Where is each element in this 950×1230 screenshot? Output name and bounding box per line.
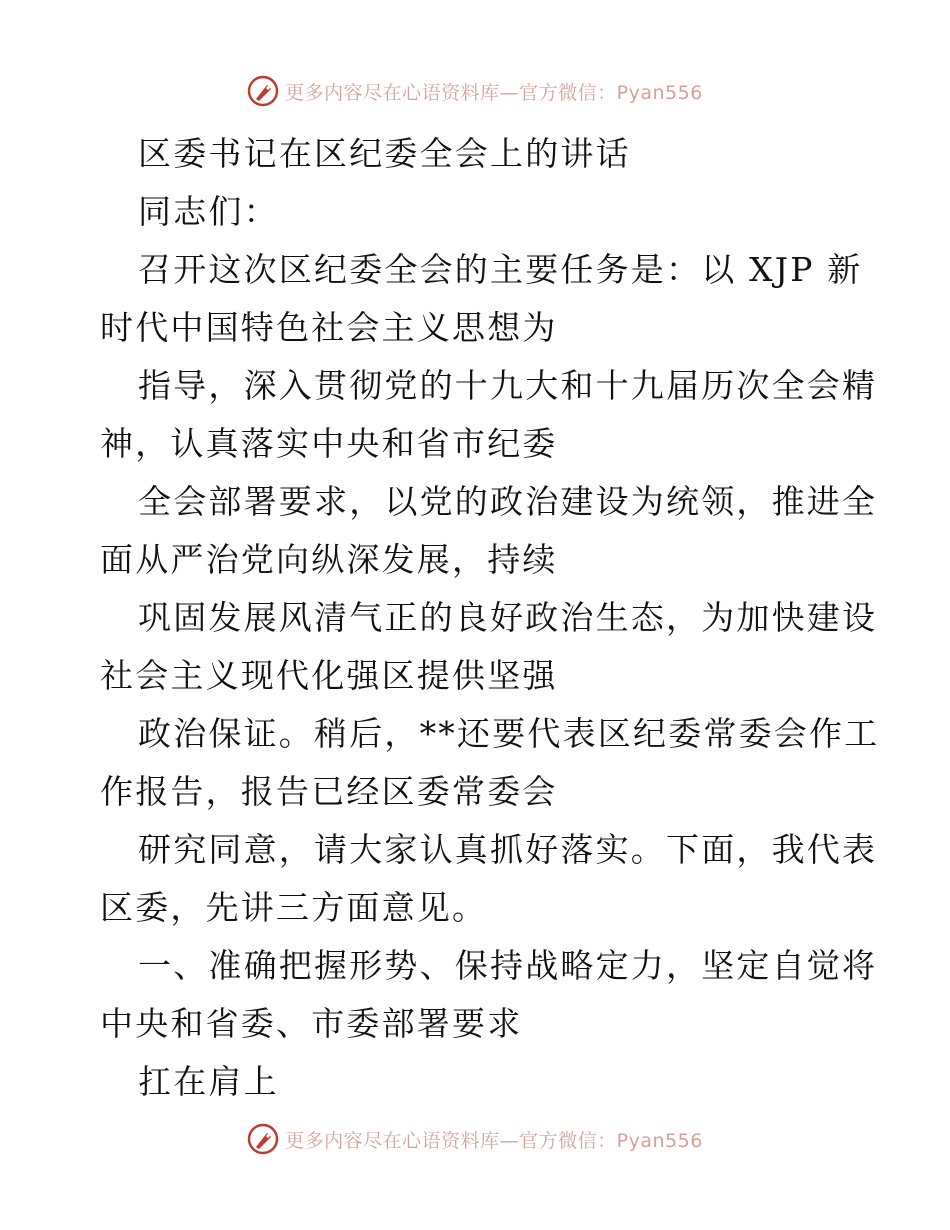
watermark-header — [0, 71, 950, 111]
watermark-footer — [0, 1119, 950, 1159]
paragraph-line: 神，认真落实中央和省市纪委 — [100, 424, 558, 463]
pen-nib-logo-icon — [247, 1123, 279, 1155]
paragraph-line: 全会部署要求，以党的政治建设为统领，推进全 — [138, 482, 878, 521]
paragraph-line: 作报告，报告已经区委常委会 — [100, 772, 558, 811]
document-body — [100, 125, 880, 1111]
paragraph-line: 召开这次区纪委全会的主要任务是：以 XJP 新 — [138, 250, 863, 289]
watermark-text: 更多内容尽在心语资料库—官方微信：Pyan556 — [285, 1129, 703, 1152]
section-heading-line: 扛在肩上 — [138, 1062, 279, 1101]
paragraph-line: 巩固发展风清气正的良好政治生态，为加快建设 — [138, 598, 878, 637]
paragraph-line: 社会主义现代化强区提供坚强 — [100, 656, 558, 695]
paragraph-line: 时代中国特色社会主义思想为 — [100, 308, 558, 347]
pen-nib-logo-icon — [247, 75, 279, 107]
section-heading-line: 一、准确把握形势、保持战略定力，坚定自觉将 — [138, 946, 878, 985]
paragraph-line: 区委，先讲三方面意见。 — [100, 888, 488, 927]
section-heading-line: 中央和省委、市委部署要求 — [100, 1004, 523, 1043]
document-title: 区委书记在区纪委全会上的讲话 — [138, 134, 631, 173]
watermark-text: 更多内容尽在心语资料库—官方微信：Pyan556 — [285, 81, 703, 104]
paragraph-line: 面从严治党向纵深发展，持续 — [100, 540, 558, 579]
paragraph-line: 研究同意，请大家认真抓好落实。下面，我代表 — [138, 830, 878, 869]
paragraph-line: 政治保证。稍后，**还要代表区纪委常委会作工 — [138, 714, 880, 753]
paragraph-line: 指导，深入贯彻党的十九大和十九届历次全会精 — [138, 366, 878, 405]
salutation: 同志们： — [138, 192, 279, 231]
